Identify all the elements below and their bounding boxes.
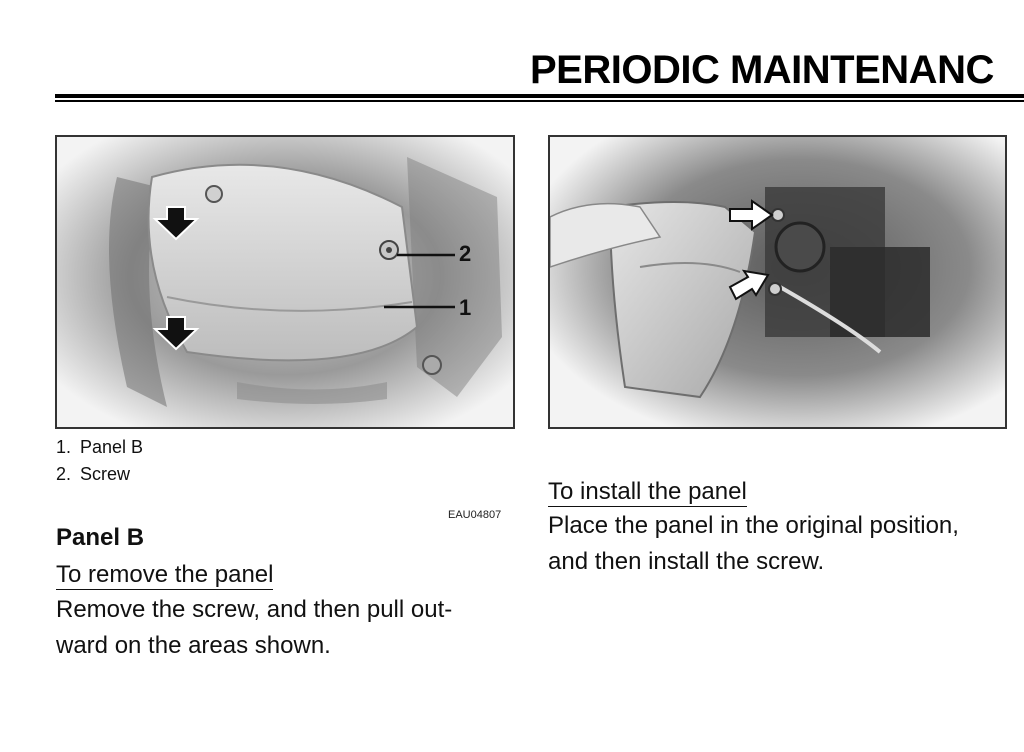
panel-b-install-photo — [548, 135, 1007, 429]
remove-panel-text: Remove the screw, and then pull out- ward on the areas shown. — [56, 596, 453, 659]
caption-item: 1. Panel B — [56, 437, 144, 457]
doc-code: EAU04807 — [448, 509, 502, 521]
callout-2-label: 2 — [459, 241, 472, 266]
header-rule-thin — [55, 100, 1024, 102]
install-panel-text: Place the panel in the original position, and then install the screw. — [548, 512, 959, 575]
callout-1-label: 1 — [459, 295, 472, 320]
header-rule-thick — [55, 94, 1024, 98]
section-title: Panel B — [56, 524, 145, 551]
install-panel-heading: To install the panel — [548, 478, 747, 505]
remove-panel-heading: To remove the panel — [56, 561, 274, 588]
caption-item: 2. Screw — [56, 464, 131, 484]
page-title: PERIODIC MAINTENANC — [530, 48, 994, 92]
panel-b-removal-photo — [55, 135, 515, 429]
